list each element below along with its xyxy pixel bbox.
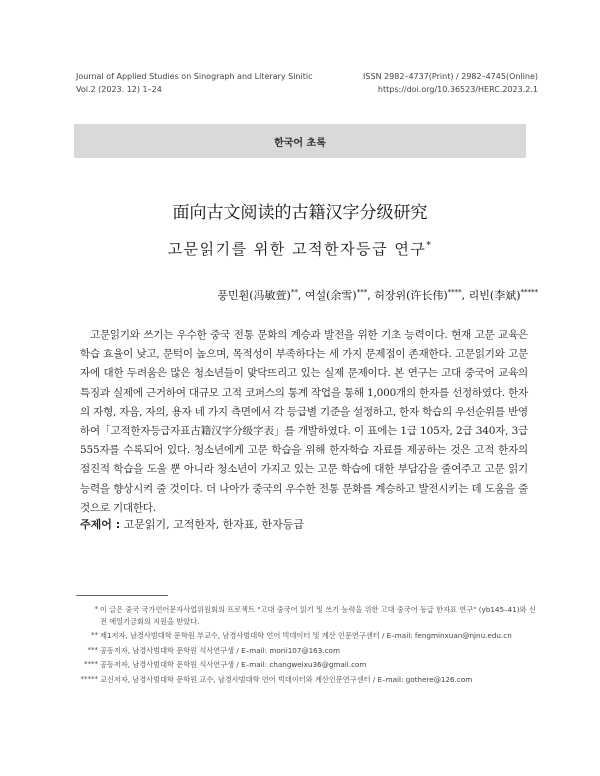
footnotes bbox=[60, 604, 540, 688]
footnote-mark: **** bbox=[84, 660, 98, 668]
footnote bbox=[60, 645, 540, 657]
issn: ISSN 2982–4737(Print) / 2982–4745(Online) bbox=[363, 72, 538, 81]
author-3-mark[interactable]: **** bbox=[447, 288, 462, 297]
footnote-mark: ** bbox=[91, 631, 98, 639]
title-chinese: 面向古文阅读的古籍汉字分级研究 bbox=[172, 203, 428, 223]
footnote-divider bbox=[76, 595, 168, 596]
doi-link[interactable]: https://doi.org/10.36523/HERC.2023.2.1 bbox=[377, 85, 538, 94]
footnote bbox=[60, 674, 540, 686]
footnote-text: 제1저자, 남경사범대학 문학원 부교수, 남경사범대학 언어 빅데이터 및 계산 인문연구센터 / E–mail: fengminxuan@njnu.edu.cn bbox=[100, 631, 512, 640]
title-korean: 고문읽기를 위한 고적한자등급 연구 bbox=[167, 240, 427, 258]
author-2-mark[interactable]: *** bbox=[356, 288, 368, 297]
footnote-mark: *** bbox=[87, 645, 98, 654]
keywords-value: 고문읽기, 고적한자, 한자표, 한자등급 bbox=[123, 518, 304, 531]
section-banner bbox=[74, 124, 526, 158]
author-4: 리빈(李斌)***** bbox=[468, 288, 538, 302]
author-list: 풍민훤(冯敏萱)**, 여설(余雪)***, 허장위(许长伟)****, 리빈(李斌)***** bbox=[217, 288, 538, 302]
footnote bbox=[60, 659, 540, 671]
author-2: 여설(余雪)*** bbox=[304, 288, 368, 302]
footnote-mark: * bbox=[94, 605, 98, 613]
author-4-mark[interactable]: ***** bbox=[520, 288, 538, 297]
abstract-body: 고문읽기와 쓰기는 우수한 중국 전통 문화의 계승과 발전을 위한 기초 능력이다. 현재 고문 교육은 학습 효율이 낮고, 문턱이 높으며, 목적성이 부족하다는 세 가지 문제점이 존재한다. 고문읽기와 고문자에 대한 두려움은 많은 청소년들이 맞닥뜨리고 있는 실제 문제이다. 본 연구는 고대 중국어 교육의 특징과 실제에 근거하여 대규모 고적 코퍼스의 통계 작업을 통해 1,000개의 한자를 선정하였다. 한자의 자형, 자음, 자의, 용자 네 가지 측면에서 각 등급별 기준을 설정하고, 한자 학습의 우선순위를 반영하여「고적한자등급자표古籍汉字分级字表」를 개발하였다. 이 표에는 1급 105자, 2급 340자, 3급 555자를 수록되어 있다. 청소년에게 고문 학습을 위해 한자학습 자료를 제공하는 것은 고적 한자의 점진적 학습을 도울 뿐 아니라 청소년이 가지고 있는 고문 학습에 대한 부담감을 줄여주고 고문 읽기 능력을 향상시켜 줄 것이다. 더 나아가 중국의 우수한 전통 문화를 계승하고 발전시키는 데 도움을 줄 것으로 기대한다. bbox=[80, 329, 528, 514]
title-korean-block bbox=[0, 238, 600, 259]
footnote bbox=[60, 630, 540, 642]
keywords-label: 주제어 : bbox=[80, 518, 121, 531]
author-3: 허장위(许长伟)**** bbox=[374, 288, 462, 302]
journal-name: Journal of Applied Studies on Sinograph and Literary Sinitic bbox=[76, 72, 313, 81]
keywords bbox=[80, 516, 528, 532]
footnote bbox=[60, 604, 540, 627]
title-footnote-mark[interactable]: * bbox=[426, 241, 433, 251]
footnote-text: 교신저자, 남경사범대학 문학원 교수, 남경사범대학 언어 빅데이터와 계산인문연구센터 / E–mail: gothere@126.com bbox=[100, 674, 473, 684]
running-header bbox=[76, 70, 538, 96]
footnote-text: 공동저자, 남경사범대학 문학원 석사연구생 / E–mail: changweixu36@gmail.com bbox=[100, 660, 367, 669]
journal-volume: Vol.2 (2023. 12) 1–24 bbox=[76, 85, 162, 94]
section-label: 한국어 초록 bbox=[274, 137, 326, 149]
footnote-mark: ***** bbox=[80, 674, 98, 683]
footnote-text: 이 글은 중국 국가언어문자사업위원회의 프로젝트 "고대 중국어 읽기 및 쓰기 능력을 위한 고대 중국어 등급 한자표 연구" (yb145–41)와 신전 애열기금회의 지원을 받았다. bbox=[100, 605, 536, 626]
issn-info bbox=[363, 70, 538, 96]
journal-info bbox=[76, 70, 312, 96]
footnote-text: 공동저자, 남경사범대학 문학원 석사연구생 / E–mail: morii107@163.com bbox=[100, 645, 340, 655]
author-1: 풍민훤(冯敏萱)** bbox=[217, 288, 298, 302]
author-1-mark[interactable]: ** bbox=[290, 288, 298, 297]
